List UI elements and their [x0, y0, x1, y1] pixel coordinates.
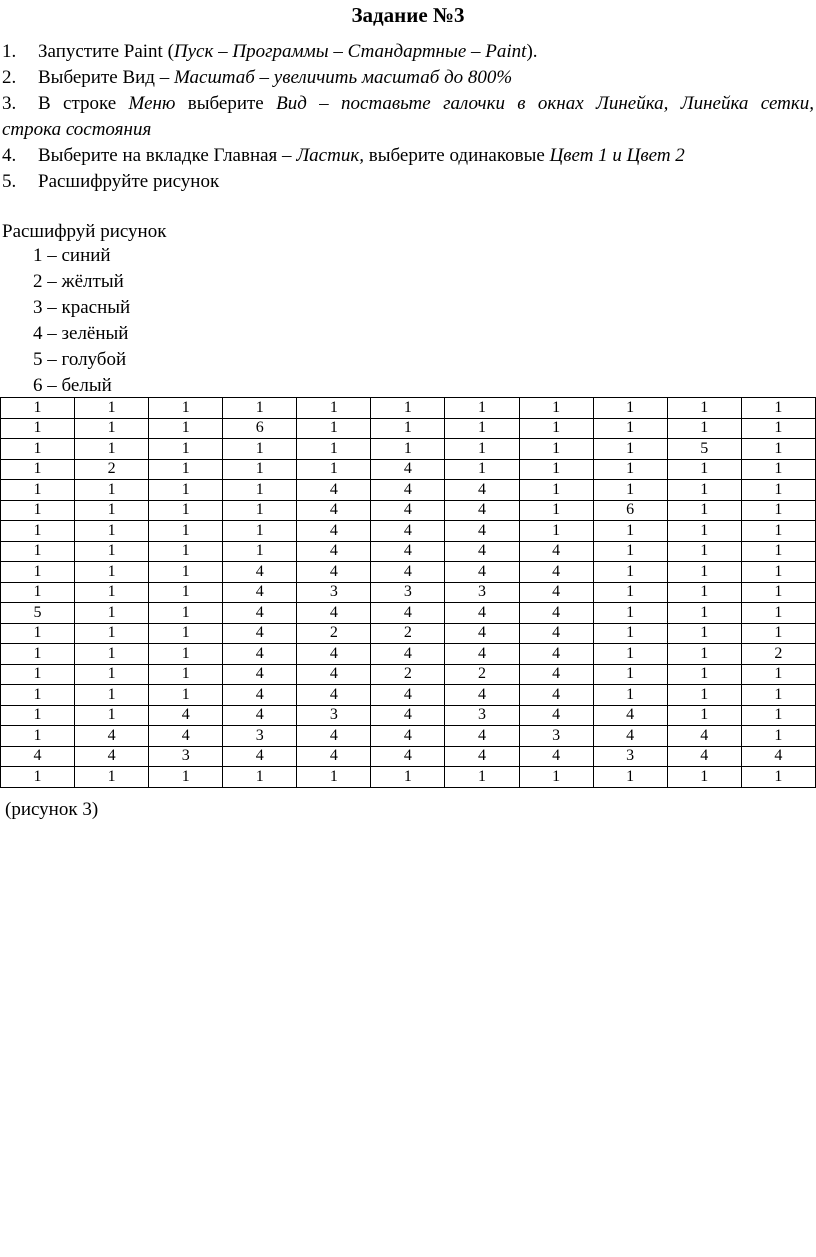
- grid-cell: 4: [223, 562, 297, 583]
- grid-cell: 1: [667, 500, 741, 521]
- grid-cell: 1: [667, 685, 741, 706]
- grid-cell: 3: [593, 746, 667, 767]
- grid-cell: 1: [149, 767, 223, 788]
- grid-cell: 1: [297, 439, 371, 460]
- legend-item: 1 – синий: [33, 245, 111, 266]
- table-row: [1, 398, 816, 419]
- grid-cell: 4: [223, 623, 297, 644]
- grid-cell: 1: [667, 767, 741, 788]
- instruction-step: [2, 65, 814, 91]
- grid-cell: 1: [741, 726, 815, 747]
- grid-cell: 1: [1, 521, 75, 542]
- grid-cell: 1: [149, 398, 223, 419]
- grid-cell: 4: [519, 541, 593, 562]
- grid-cell: 4: [371, 480, 445, 501]
- grid-cell: 1: [223, 439, 297, 460]
- step-text: Расшифруйте рисунок: [38, 171, 220, 192]
- step-number: 1.: [2, 41, 17, 62]
- grid-cell: 1: [1, 500, 75, 521]
- grid-cell: 1: [149, 644, 223, 665]
- legend-item: 5 – голубой: [33, 349, 127, 370]
- grid-cell: 4: [445, 746, 519, 767]
- grid-cell: 1: [297, 418, 371, 439]
- grid-cell: 1: [75, 541, 149, 562]
- step-text-continuation: строка состояния: [2, 119, 152, 140]
- grid-cell: 1: [667, 705, 741, 726]
- grid-cell: 1: [75, 603, 149, 624]
- grid-cell: 4: [297, 480, 371, 501]
- grid-cell: 1: [75, 418, 149, 439]
- grid-cell: 3: [223, 726, 297, 747]
- grid-cell: 4: [1, 746, 75, 767]
- grid-cell: 1: [149, 582, 223, 603]
- grid-cell: 3: [445, 705, 519, 726]
- table-row: [1, 582, 816, 603]
- step-text: Пуск – Программы – Стандартные – Paint: [173, 41, 527, 62]
- grid-cell: 1: [593, 418, 667, 439]
- grid-cell: 1: [1, 726, 75, 747]
- grid-cell: 1: [667, 418, 741, 439]
- table-row: [1, 418, 816, 439]
- grid-cell: 1: [741, 541, 815, 562]
- grid-cell: 4: [371, 726, 445, 747]
- grid-cell: 4: [297, 521, 371, 542]
- instructions-list: [2, 39, 814, 195]
- table-row: [1, 623, 816, 644]
- grid-cell: 1: [741, 398, 815, 419]
- grid-cell: 1: [1, 562, 75, 583]
- figure-caption: (рисунок 3): [5, 799, 99, 820]
- grid-cell: 6: [593, 500, 667, 521]
- grid-cell: 1: [667, 644, 741, 665]
- step-text: В строке: [38, 93, 129, 114]
- grid-cell: 1: [75, 562, 149, 583]
- grid-cell: 4: [223, 746, 297, 767]
- grid-cell: 1: [519, 500, 593, 521]
- grid-cell: 4: [445, 603, 519, 624]
- step-text: Запустите Paint (: [38, 41, 174, 62]
- grid-cell: 1: [593, 623, 667, 644]
- grid-cell: 1: [75, 664, 149, 685]
- grid-cell: 1: [667, 521, 741, 542]
- grid-cell: 1: [593, 582, 667, 603]
- grid-cell: 2: [297, 623, 371, 644]
- grid-cell: 1: [75, 398, 149, 419]
- table-row: [1, 726, 816, 747]
- grid-cell: 4: [371, 562, 445, 583]
- grid-cell: 4: [445, 644, 519, 665]
- grid-cell: 1: [593, 685, 667, 706]
- grid-cell: 1: [667, 398, 741, 419]
- grid-cell: 4: [445, 726, 519, 747]
- grid-cell: 1: [593, 459, 667, 480]
- grid-cell: 1: [149, 562, 223, 583]
- grid-cell: 4: [445, 521, 519, 542]
- grid-cell: 1: [741, 582, 815, 603]
- grid-cell: 4: [593, 705, 667, 726]
- grid-cell: 4: [519, 623, 593, 644]
- grid-cell: 3: [371, 582, 445, 603]
- step-text: Выберите на вкладке Главная –: [38, 145, 297, 166]
- grid-cell: 4: [371, 541, 445, 562]
- grid-cell: 1: [149, 623, 223, 644]
- grid-cell: 4: [75, 726, 149, 747]
- grid-cell: 1: [223, 459, 297, 480]
- step-text: выберите: [175, 93, 277, 114]
- grid-cell: 4: [519, 664, 593, 685]
- grid-cell: 1: [445, 767, 519, 788]
- grid-cell: 1: [1, 705, 75, 726]
- grid-cell: 1: [149, 685, 223, 706]
- grid-cell: 5: [1, 603, 75, 624]
- grid-cell: 1: [75, 480, 149, 501]
- grid-cell: 3: [297, 705, 371, 726]
- grid-cell: 1: [445, 398, 519, 419]
- grid-cell: 1: [1, 459, 75, 480]
- grid-cell: 1: [445, 459, 519, 480]
- grid-cell: 1: [223, 480, 297, 501]
- grid-cell: 4: [445, 685, 519, 706]
- grid-cell: 4: [519, 562, 593, 583]
- grid-cell: 1: [149, 521, 223, 542]
- grid-cell: 4: [445, 623, 519, 644]
- legend-item: 6 – белый: [33, 375, 112, 396]
- grid-cell: 1: [741, 480, 815, 501]
- grid-cell: 1: [741, 685, 815, 706]
- table-row: [1, 562, 816, 583]
- step-text: Выберите Вид –: [38, 67, 174, 88]
- grid-cell: 1: [667, 459, 741, 480]
- grid-cell: 4: [297, 664, 371, 685]
- grid-cell: 1: [667, 623, 741, 644]
- step-number: 4.: [2, 145, 17, 166]
- grid-cell: 4: [297, 726, 371, 747]
- table-row: [1, 603, 816, 624]
- table-row: [1, 685, 816, 706]
- table-row: [1, 439, 816, 460]
- grid-cell: 4: [519, 705, 593, 726]
- grid-cell: 1: [1, 685, 75, 706]
- grid-cell: 1: [75, 623, 149, 644]
- step-number: 3.: [2, 93, 17, 114]
- grid-cell: 1: [297, 398, 371, 419]
- grid-cell: 1: [1, 767, 75, 788]
- grid-cell: 6: [223, 418, 297, 439]
- grid-cell: 4: [445, 480, 519, 501]
- grid-cell: 4: [149, 726, 223, 747]
- grid-cell: 1: [149, 541, 223, 562]
- grid-cell: 4: [223, 664, 297, 685]
- grid-cell: 1: [593, 767, 667, 788]
- grid-cell: 3: [519, 726, 593, 747]
- grid-cell: 1: [593, 644, 667, 665]
- grid-cell: 1: [1, 541, 75, 562]
- grid-cell: 1: [519, 439, 593, 460]
- table-row: [1, 500, 816, 521]
- grid-cell: 1: [667, 541, 741, 562]
- grid-cell: 1: [593, 541, 667, 562]
- grid-cell: 1: [741, 603, 815, 624]
- grid-cell: 1: [75, 500, 149, 521]
- table-row: [1, 664, 816, 685]
- grid-cell: 1: [593, 562, 667, 583]
- color-legend: [33, 243, 130, 399]
- grid-cell: 1: [519, 459, 593, 480]
- grid-cell: 1: [297, 459, 371, 480]
- step-number: 2.: [2, 67, 17, 88]
- grid-cell: 1: [741, 521, 815, 542]
- grid-cell: 1: [519, 521, 593, 542]
- grid-cell: 1: [75, 521, 149, 542]
- grid-cell: 3: [149, 746, 223, 767]
- grid-cell: 1: [741, 562, 815, 583]
- instruction-step: [2, 39, 814, 65]
- grid-cell: 1: [223, 521, 297, 542]
- legend-title: Расшифруй рисунок: [2, 221, 167, 242]
- grid-cell: 1: [741, 664, 815, 685]
- grid-cell: 1: [149, 480, 223, 501]
- grid-cell: 1: [741, 767, 815, 788]
- grid-cell: 2: [371, 664, 445, 685]
- grid-cell: 1: [667, 582, 741, 603]
- grid-cell: 1: [593, 439, 667, 460]
- grid-cell: 4: [371, 603, 445, 624]
- grid-cell: 4: [519, 603, 593, 624]
- grid-cell: 1: [593, 603, 667, 624]
- grid-cell: 3: [297, 582, 371, 603]
- grid-cell: 4: [371, 459, 445, 480]
- grid-cell: 1: [371, 398, 445, 419]
- grid-cell: 1: [741, 623, 815, 644]
- grid-cell: 1: [741, 705, 815, 726]
- grid-cell: 4: [371, 705, 445, 726]
- grid-cell: 1: [149, 459, 223, 480]
- table-row: [1, 746, 816, 767]
- grid-cell: 4: [223, 705, 297, 726]
- grid-cell: 1: [223, 541, 297, 562]
- grid-cell: 1: [75, 705, 149, 726]
- instruction-step: [2, 143, 814, 169]
- grid-cell: 1: [519, 767, 593, 788]
- grid-cell: 4: [223, 644, 297, 665]
- legend-item: 3 – красный: [33, 297, 131, 318]
- grid-cell: 4: [297, 746, 371, 767]
- grid-cell: 1: [371, 418, 445, 439]
- grid-cell: 4: [297, 603, 371, 624]
- step-text: Ластик,: [296, 145, 364, 166]
- grid-cell: 1: [297, 767, 371, 788]
- grid-cell: 2: [371, 623, 445, 644]
- grid-cell: 1: [445, 418, 519, 439]
- grid-cell: 1: [667, 480, 741, 501]
- grid-cell: 4: [519, 746, 593, 767]
- table-row: [1, 459, 816, 480]
- grid-cell: 4: [667, 746, 741, 767]
- grid-cell: 1: [223, 767, 297, 788]
- grid-cell: 5: [667, 439, 741, 460]
- instruction-step-continuation: [2, 117, 814, 143]
- instruction-step: [2, 91, 814, 117]
- grid-cell: 2: [445, 664, 519, 685]
- number-grid-table: [0, 397, 816, 788]
- grid-cell: 1: [593, 398, 667, 419]
- grid-cell: 1: [149, 500, 223, 521]
- table-row: [1, 644, 816, 665]
- grid-cell: 4: [223, 582, 297, 603]
- grid-cell: 4: [445, 541, 519, 562]
- grid-cell: 4: [519, 582, 593, 603]
- grid-cell: 4: [75, 746, 149, 767]
- grid-cell: 4: [519, 644, 593, 665]
- step-text: выберите одинаковые: [363, 145, 550, 166]
- grid-cell: 1: [667, 664, 741, 685]
- grid-cell: 1: [593, 664, 667, 685]
- grid-cell: 1: [593, 521, 667, 542]
- grid-cell: 3: [445, 582, 519, 603]
- grid-cell: 1: [741, 418, 815, 439]
- grid-cell: 2: [741, 644, 815, 665]
- grid-cell: 1: [75, 767, 149, 788]
- grid-cell: 1: [445, 439, 519, 460]
- grid-cell: 4: [445, 500, 519, 521]
- grid-cell: 1: [519, 418, 593, 439]
- grid-cell: 4: [371, 644, 445, 665]
- grid-cell: 1: [75, 582, 149, 603]
- table-row: [1, 521, 816, 542]
- grid-cell: 1: [1, 439, 75, 460]
- grid-cell: 1: [519, 398, 593, 419]
- table-row: [1, 541, 816, 562]
- grid-cell: 4: [297, 644, 371, 665]
- grid-cell: 1: [741, 439, 815, 460]
- grid-cell: 1: [1, 664, 75, 685]
- grid-cell: 1: [667, 562, 741, 583]
- grid-cell: 4: [297, 541, 371, 562]
- grid-cell: 4: [371, 746, 445, 767]
- grid-cell: 1: [1, 398, 75, 419]
- grid-cell: 2: [75, 459, 149, 480]
- table-row: [1, 767, 816, 788]
- grid-cell: 4: [667, 726, 741, 747]
- grid-cell: 1: [741, 500, 815, 521]
- grid-cell: 4: [223, 603, 297, 624]
- grid-cell: 1: [371, 767, 445, 788]
- grid-cell: 1: [371, 439, 445, 460]
- grid-cell: 4: [297, 562, 371, 583]
- grid-cell: 1: [75, 439, 149, 460]
- grid-cell: 1: [149, 664, 223, 685]
- grid-cell: 1: [1, 480, 75, 501]
- grid-cell: 4: [223, 685, 297, 706]
- grid-cell: 1: [223, 500, 297, 521]
- grid-cell: 1: [149, 418, 223, 439]
- grid-cell: 1: [1, 582, 75, 603]
- table-row: [1, 705, 816, 726]
- instruction-step: [2, 169, 814, 195]
- grid-cell: 1: [75, 685, 149, 706]
- legend-item: 2 – жёлтый: [33, 271, 124, 292]
- grid-cell: 1: [1, 418, 75, 439]
- grid-cell: 1: [149, 439, 223, 460]
- grid-cell: 4: [371, 685, 445, 706]
- grid-cell: 4: [519, 685, 593, 706]
- grid-cell: 1: [149, 603, 223, 624]
- step-text: Масштаб – увеличить масштаб до 800%: [173, 67, 513, 88]
- grid-cell: 4: [741, 746, 815, 767]
- grid-cell: 1: [667, 603, 741, 624]
- grid-cell: 4: [445, 562, 519, 583]
- step-text: Цвет 1 и Цвет 2: [549, 145, 685, 166]
- grid-cell: 4: [371, 500, 445, 521]
- grid-cell: 4: [297, 500, 371, 521]
- legend-item: 4 – зелёный: [33, 323, 129, 344]
- grid-cell: 1: [741, 459, 815, 480]
- step-text: Вид – поставьте галочки в окнах Линейка, Линейка сетки,: [276, 93, 814, 114]
- grid-cell: 1: [1, 623, 75, 644]
- table-row: [1, 480, 816, 501]
- step-text: ).: [526, 41, 538, 62]
- grid-cell: 1: [1, 644, 75, 665]
- grid-cell: 1: [519, 480, 593, 501]
- step-text: Меню: [128, 93, 176, 114]
- grid-cell: 1: [75, 644, 149, 665]
- step-number: 5.: [2, 171, 17, 192]
- grid-cell: 4: [297, 685, 371, 706]
- page-title: Задание №3: [351, 3, 465, 27]
- grid-cell: 4: [593, 726, 667, 747]
- grid-cell: 1: [593, 480, 667, 501]
- grid-cell: 1: [223, 398, 297, 419]
- grid-cell: 4: [149, 705, 223, 726]
- grid-cell: 4: [371, 521, 445, 542]
